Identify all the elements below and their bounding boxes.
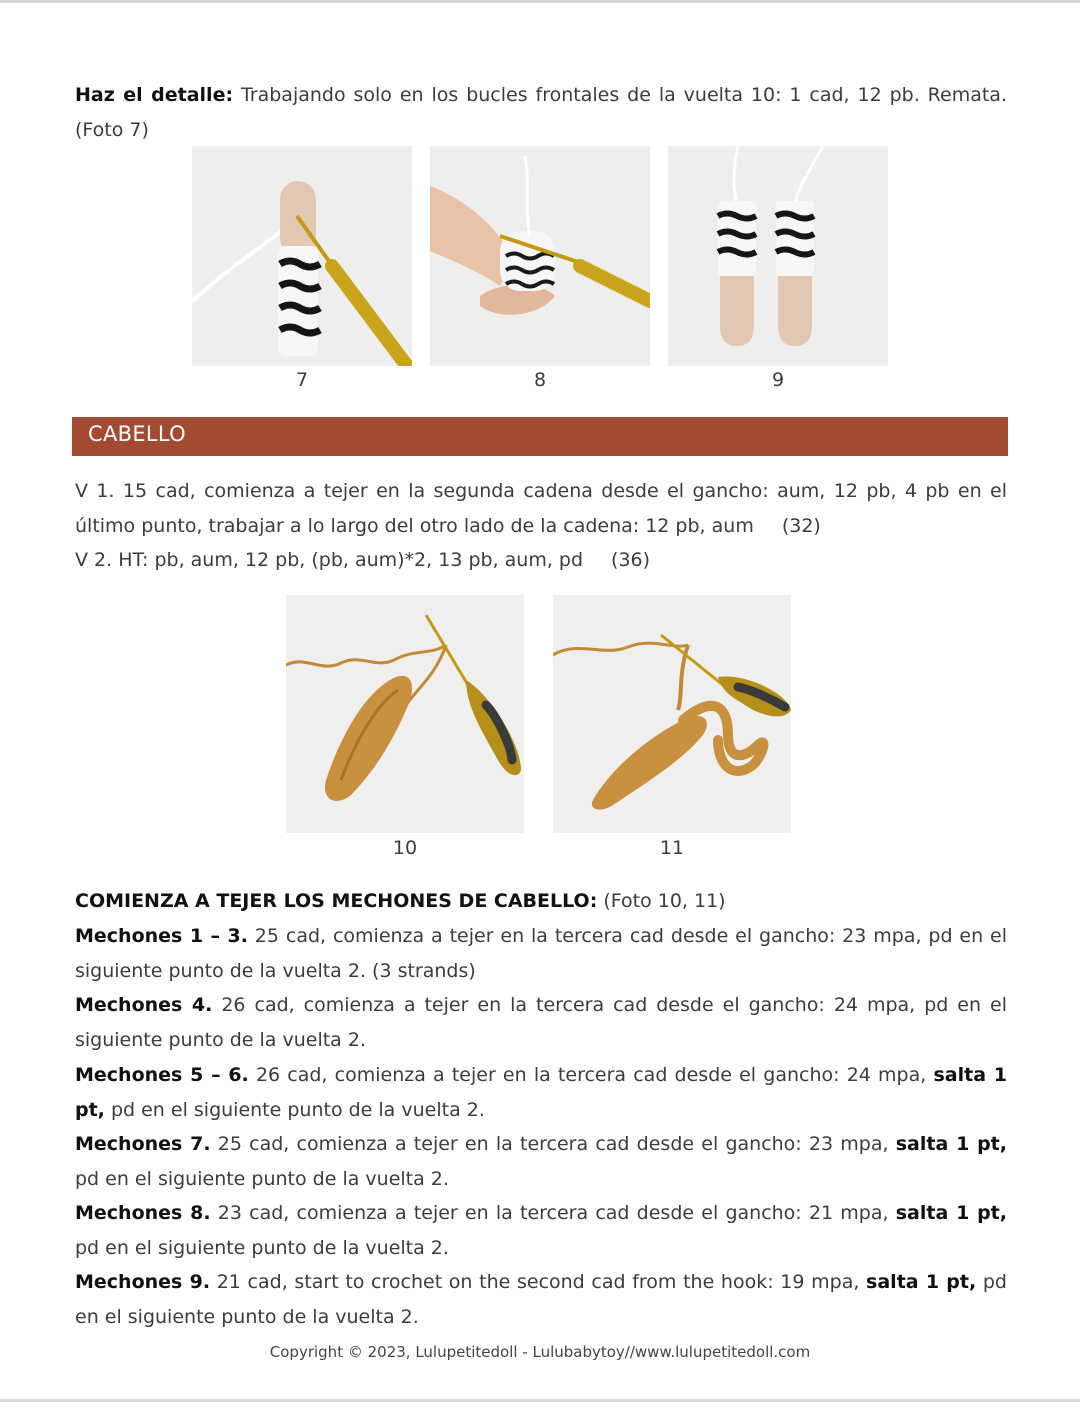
copyright-footer: Copyright © 2023, Lulupetitedoll - Lulubabytoy//www.lulupetitedoll.com xyxy=(269,1343,811,1361)
hair-strand-photo xyxy=(553,595,791,833)
strands-heading-note: (Foto 10, 11) xyxy=(597,890,726,912)
strand-text-end: pd en el siguiente punto de la vuelta 2. xyxy=(75,1271,1007,1328)
crochet-arm-photo xyxy=(192,146,412,366)
strand-text-end: pd en el siguiente punto de la vuelta 2. xyxy=(75,1167,449,1190)
crochet-arms-pair-photo xyxy=(668,146,888,366)
crochet-arms-pair-photo-image xyxy=(668,146,888,366)
strand-item-6 xyxy=(75,1265,1007,1334)
photo-caption-8: 8 xyxy=(533,369,547,391)
photo-caption-7: 7 xyxy=(295,369,309,391)
crochet-hand-photo xyxy=(430,146,650,366)
strands-heading-label: COMIENZA A TEJER LOS MECHONES DE CABELLO: xyxy=(75,890,598,912)
strand-item-5 xyxy=(75,1196,1007,1265)
strand-label: Mechones 9. xyxy=(75,1271,211,1293)
round-2 xyxy=(75,543,1007,578)
strand-text-end: pd en el siguiente punto de la vuelta 2. xyxy=(75,1236,449,1259)
round-1 xyxy=(75,474,1007,543)
strand-text: 21 cad, start to crochet on the second cad from the hook: 19 mpa, xyxy=(210,1271,867,1293)
round-2-text: V 2. HT: pb, aum, 12 pb, (pb, aum)*2, 13 pb, aum, pd xyxy=(75,549,584,571)
strand-skip: salta 1 pt, xyxy=(75,1064,1007,1121)
strand-item-4 xyxy=(75,1127,1007,1196)
hair-base-photo-image xyxy=(286,595,524,833)
section-title: CABELLO xyxy=(88,422,186,446)
strand-item-1 xyxy=(75,919,1007,988)
strand-label: Mechones 1 – 3. xyxy=(75,925,248,947)
detail-label: Haz el detalle: xyxy=(75,84,234,106)
round-1-count: (32) xyxy=(781,514,821,537)
crochet-arm-photo-image xyxy=(192,146,412,366)
strand-text: 25 cad, comienza a tejer en la tercera cad desde el gancho: 23 mpa, xyxy=(210,1133,896,1155)
strand-text: 25 cad, comienza a tejer en la tercera cad desde el gancho: 23 mpa, pd en el siguiente punto de la vuelta 2. (3 strands) xyxy=(75,925,1007,982)
strand-text: 26 cad, comienza a tejer en la tercera cad desde el gancho: 24 mpa, pd en el siguiente punto de la vuelta 2. xyxy=(75,994,1007,1051)
section-header-cabello xyxy=(72,417,1008,456)
strand-label: Mechones 7. xyxy=(75,1133,211,1155)
strand-item-2 xyxy=(75,988,1007,1057)
round-1-text: V 1. 15 cad, comienza a tejer en la segunda cadena desde el gancho: aum, 12 pb, 4 pb en el último punto, trabajar a lo largo del otro lado de la cadena: 12 pb, aum xyxy=(75,480,1007,537)
strand-label: Mechones 4. xyxy=(75,994,213,1016)
top-divider xyxy=(0,0,1080,3)
detail-paragraph xyxy=(75,78,1007,147)
photo-caption-10: 10 xyxy=(392,837,418,859)
strand-skip: salta 1 pt, xyxy=(895,1133,1007,1155)
strand-item-3 xyxy=(75,1058,1007,1127)
strand-text-end: pd en el siguiente punto de la vuelta 2. xyxy=(104,1098,485,1121)
strand-text: 23 cad, comienza a tejer en la tercera cad desde el gancho: 21 mpa, xyxy=(210,1202,896,1224)
strand-skip: salta 1 pt, xyxy=(866,1271,977,1293)
strand-label: Mechones 8. xyxy=(75,1202,211,1224)
round-2-count: (36) xyxy=(611,549,651,571)
detail-text: Trabajando solo en los bucles frontales de la vuelta 10: 1 cad, 12 pb. Remata. (Foto 7) xyxy=(75,84,1007,141)
photo-caption-9: 9 xyxy=(771,369,785,391)
crochet-hand-photo-image xyxy=(430,146,650,366)
strand-text: 26 cad, comienza a tejer en la tercera cad desde el gancho: 24 mpa, xyxy=(248,1064,934,1086)
photo-caption-11: 11 xyxy=(659,837,685,859)
strand-skip: salta 1 pt, xyxy=(895,1202,1007,1224)
hair-base-photo xyxy=(286,595,524,833)
hair-strand-photo-image xyxy=(553,595,791,833)
strands-heading xyxy=(75,884,1007,919)
strand-label: Mechones 5 – 6. xyxy=(75,1064,249,1086)
